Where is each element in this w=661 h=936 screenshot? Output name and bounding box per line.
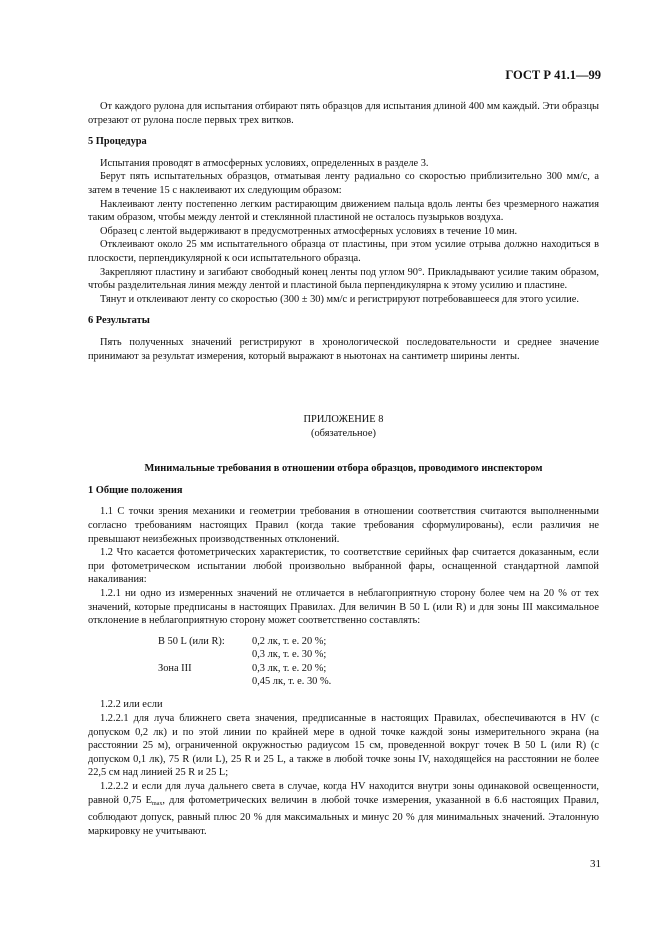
section5-paragraph: Берут пять испытательных образцов, отматывая ленту радиально со скоростью приблизительно 300 мм/с, а затем в течение 15 с наклеивают их следующим образом: (88, 171, 599, 196)
section5-title: 5 Процедура (88, 136, 147, 148)
section6-title: 6 Результаты (88, 315, 150, 327)
tolerance-label (158, 648, 252, 661)
section5-paragraph: Отклеивают около 25 мм испытательного образца от пластины, при этом усилие отрыва должно находиться в плоскости, перпендикулярной к оси испытательного образца. (88, 239, 599, 264)
table-row (158, 648, 331, 661)
section6-paragraph: Пять полученных значений регистрируют в хронологической последовательности и среднее значение принимают за результат измерения, который выражают в ньютонах на сантиметр ширины ленты. (88, 336, 599, 362)
clause-1-2-1: 1.2.1 ни одно из измеренных значений не отличается в неблагоприятную сторону более чем на 20 % от тех значений, которые предписаны в настоящих Правилах. Для величин B 50 L (или R) и для зоны III максимальное отклонение в неблагоприятную сторону может соответственно составлять: (88, 588, 599, 627)
appendix-heading: Минимальные требования в отношении отбора образцов, проводимого инспектором (144, 463, 543, 475)
table-row (158, 675, 331, 688)
clause-1-2-2: 1.2.2 или если (100, 699, 163, 711)
section5-paragraph: Испытания проводят в атмосферных условиях, определенных в разделе 3. (100, 157, 429, 169)
appendix-subtitle: (обязательное) (311, 427, 376, 439)
standard-header: ГОСТ Р 41.1—99 (505, 68, 601, 82)
general-provisions-title: 1 Общие положения (88, 484, 183, 496)
tolerance-value: 0,3 лк, т. е. 20 %; (252, 662, 327, 674)
clause-text: 1.2.2.2 и если для луча дальнего света в случае, когда HV находится внутри зоны одинаковой освещенности, равной 0,75 E (88, 781, 599, 806)
section5-paragraph: Тянут и отклеивают ленту со скоростью (300 ± 30) мм/с и регистрируют потребовавшееся для этого усилие. (100, 293, 579, 305)
tolerance-label: Зона III (158, 662, 192, 674)
tolerance-table (158, 635, 331, 689)
clause-1-2: 1.2 Что касается фотометрических характеристик, то соответствие серийных фар считается доказанным, если при фотометрическом испытании любой произвольно выбранной фары, оснащенной стандартной лампой накаливания: (88, 547, 599, 586)
clause-1-2-2-1: 1.2.2.1 для луча ближнего света значения, предписанные в настоящих Правилах, обеспечиваются в HV (с допуском 0,2 лк) и по этой линии по крайней мере в одной точке каждой зоны измерительного экрана (на расстоянии 25 м), ограниченной окружностью радиусом 15 см, проведенной вокруг точек B 50 L (или R) (с допуском 0,1 лк), 75 R (или L), 25 R и 25 L, а также в любой точке зоны IV, находящейся на расстоянии не более 22,5 см над линией 25 R и 25 L; (88, 713, 599, 779)
table-row (158, 635, 331, 648)
tolerance-label: B 50 L (или R): (158, 635, 225, 647)
page-number: 31 (590, 858, 601, 870)
clause-1-1: 1.1 С точки зрения механики и геометрии требования в отношении соответствия считаются выполненными согласно требованиям настоящих Правил (когда такие требования сформулированы), если различия не превышают неизбежных производственных отклонений. (88, 506, 599, 545)
tolerance-label (158, 675, 252, 688)
table-row (158, 662, 331, 675)
clause-text: , для фотометрических величин в любой точке измерения, указанной в 6.6 настоящих Правил, соблюдают допуск, равный плюс 20 % для максимальных и минус 20 % для минимальных значений. Эталонную маркировку не учитывают. (88, 794, 599, 837)
section4-tail: От каждого рулона для испытания отбирают пять образцов для испытания длиной 400 мм каждый. Эти образцы отрезают от рулона после первых трех витков. (88, 101, 599, 126)
section5-paragraph: Образец с лентой выдерживают в предусмотренных атмосферных условиях в течение 10 мин. (100, 225, 518, 237)
tolerance-value: 0,2 лк, т. е. 20 %; (252, 635, 327, 647)
page-content (88, 100, 599, 838)
appendix-title: ПРИЛОЖЕНИЕ 8 (303, 414, 384, 426)
clause-1-2-2-2 (88, 780, 599, 838)
section5-paragraph: Закрепляют пластину и загибают свободный конец ленты под углом 90°. Прикладывают усилие таким образом, чтобы разделительная линия между лентой и пластиной была перпендикулярна к этому усилию и пластине. (88, 266, 599, 292)
tolerance-value: 0,45 лк, т. е. 30 %. (252, 676, 332, 688)
section5-paragraph: Наклеивают ленту постепенно легким растирающим движением пальца вдоль ленты без чрезмерного нажатия таким образом, чтобы между лентой и стеклянной пластиной не осталось пузырьков воздуха. (88, 198, 599, 224)
subscript-max: max (152, 800, 163, 807)
tolerance-value: 0,3 лк, т. е. 30 %; (252, 649, 327, 661)
